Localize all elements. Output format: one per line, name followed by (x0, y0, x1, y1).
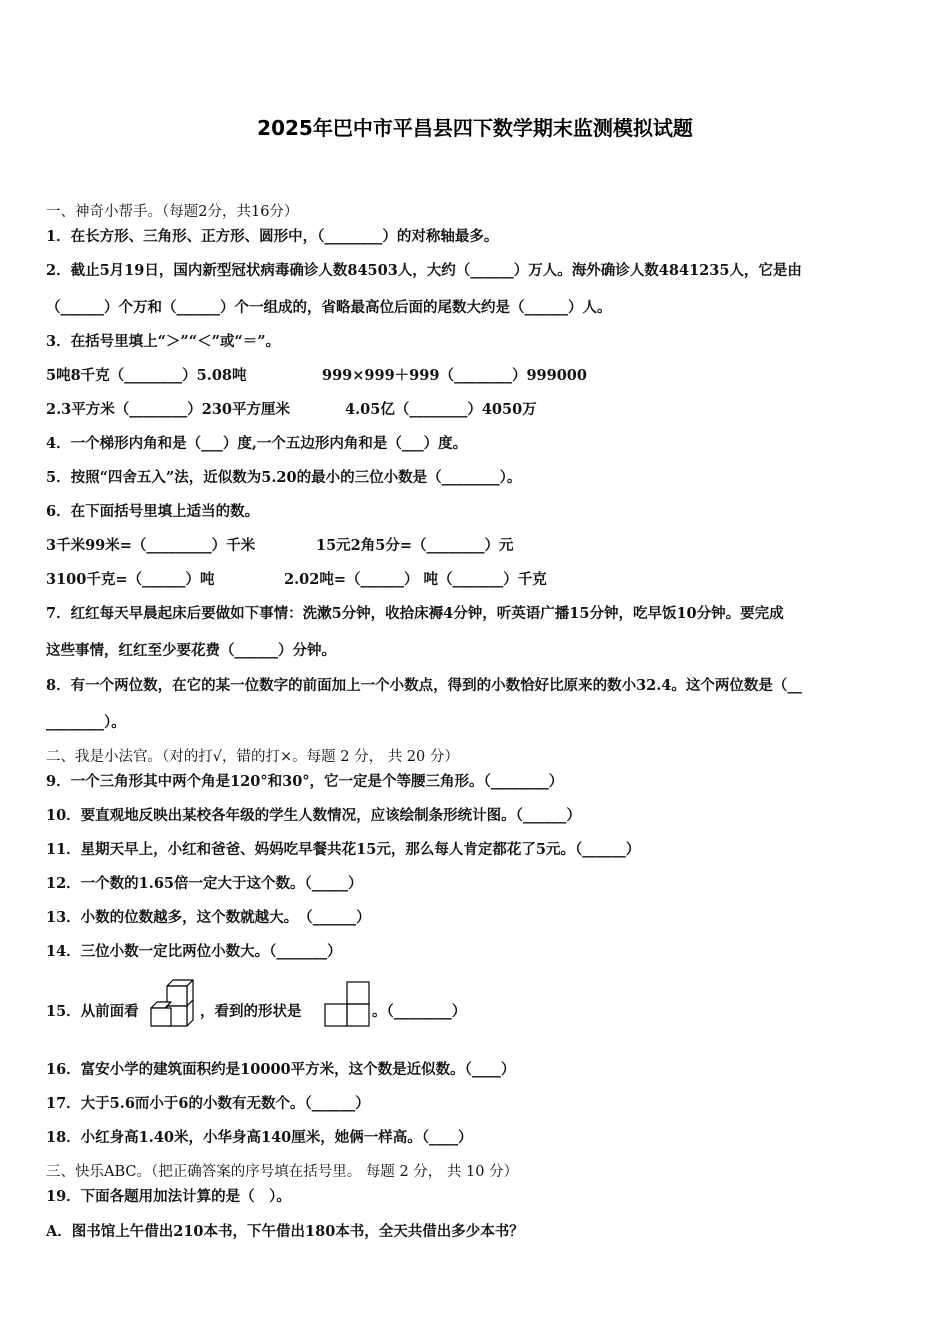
question-13: 13．小数的位数越多，这个数就越大。 （______） (46, 909, 371, 926)
section-heading-2: 二、我是小法官。（对的打√，错的打×。每题 2 分， 共 20 分） (46, 749, 459, 765)
cube-stack-figure (147, 978, 197, 1030)
question-8-line-2: ________）。 (46, 714, 126, 731)
question-3-item-d: 4.05亿（________）4050万 (345, 401, 537, 418)
question-2-line-2: （______）个万和（______）个一组成的，省略最高位后面的尾数大约是（______）人。 (46, 299, 612, 316)
question-2-line-1: 2．截止5月19日，国内新型冠状病毒确诊人数84503人，大约（______）万人。海外确诊人数4841235人，它是由 (46, 262, 802, 279)
question-6-item-d: 2.02吨=（______） 吨（_______）千克 (284, 571, 547, 588)
section-heading-1: 一、神奇小帮手。（每题2分，共16分） (46, 204, 299, 220)
question-5: 5．按照“四舍五入”法，近似数为5.20的最小的三位小数是（________）。 (46, 469, 522, 486)
front-view-figure (322, 980, 372, 1030)
page-title: 2025年巴中市平昌县四下数学期末监测模拟试题 (257, 116, 693, 140)
question-6-item-a: 3千米99米=（_________）千米 (46, 537, 256, 554)
question-18: 18．小红身高1.40米，小华身高140厘米，她俩一样高。（____） (46, 1129, 473, 1146)
question-8-line-1: 8．有一个两位数，在它的某一位数字的前面加上一个小数点，得到的小数恰好比原来的数小32.4。这个两位数是（__ (46, 677, 802, 694)
question-15-middle: ，看到的形状是 (200, 1003, 302, 1020)
question-7-line-2: 这些事情，红红至少要花费（______）分钟。 (46, 642, 336, 659)
question-10: 10．要直观地反映出某校各年级的学生人数情况，应该绘制条形统计图。（______） (46, 807, 581, 824)
question-1: 1．在长方形、三角形、正方形、圆形中，（________）的对称轴最多。 (46, 228, 499, 245)
question-12: 12．一个数的1.65倍一定大于这个数。（_____） (46, 875, 363, 892)
question-16: 16．富安小学的建筑面积约是10000平方米，这个数是近似数。（____） (46, 1061, 516, 1078)
question-6-item-c: 3100千克=（______）吨 (46, 571, 215, 588)
question-3: 3．在括号里填上“＞”“＜”或“＝”。 (46, 333, 281, 350)
question-11: 11．星期天早上，小红和爸爸、妈妈吃早餐共花15元，那么每人肯定都花了5元。（______） (46, 841, 641, 858)
question-6-item-b: 15元2角5分=（________）元 (316, 537, 514, 554)
question-3-item-c: 2.3平方米（________）230平方厘米 (46, 401, 290, 418)
question-7-line-1: 7．红红每天早晨起床后要做如下事情：洗漱5分钟，收拾床褥4分钟，听英语广播15分钟，吃早饭10分钟。要完成 (46, 605, 784, 622)
question-17: 17．大于5.6而小于6的小数有无数个。（______） (46, 1095, 370, 1112)
question-14: 14．三位小数一定比两位小数大。（_______） (46, 943, 342, 960)
section-heading-3: 三、快乐ABC。（把正确答案的序号填在括号里。 每题 2 分， 共 10 分） (46, 1164, 519, 1180)
question-15-prefix: 15．从前面看 (46, 1003, 139, 1020)
question-4: 4．一个梯形内角和是（___）度,一个五边形内角和是（___）度。 (46, 435, 468, 452)
question-9: 9．一个三角形其中两个角是120°和30°，它一定是个等腰三角形。（________） (46, 773, 564, 790)
question-19: 19．下面各题用加法计算的是（ ）。 (46, 1188, 291, 1205)
question-3-item-a: 5吨8千克（________）5.08吨 (46, 367, 247, 384)
question-3-item-b: 999×999＋999（________）999000 (322, 367, 587, 384)
question-6: 6．在下面括号里填上适当的数。 (46, 503, 260, 520)
question-15-suffix: 。（________） (372, 1003, 467, 1020)
question-19-option-a: A．图书馆上午借出210本书，下午借出180本书，全天共借出多少本书？ (46, 1223, 524, 1240)
